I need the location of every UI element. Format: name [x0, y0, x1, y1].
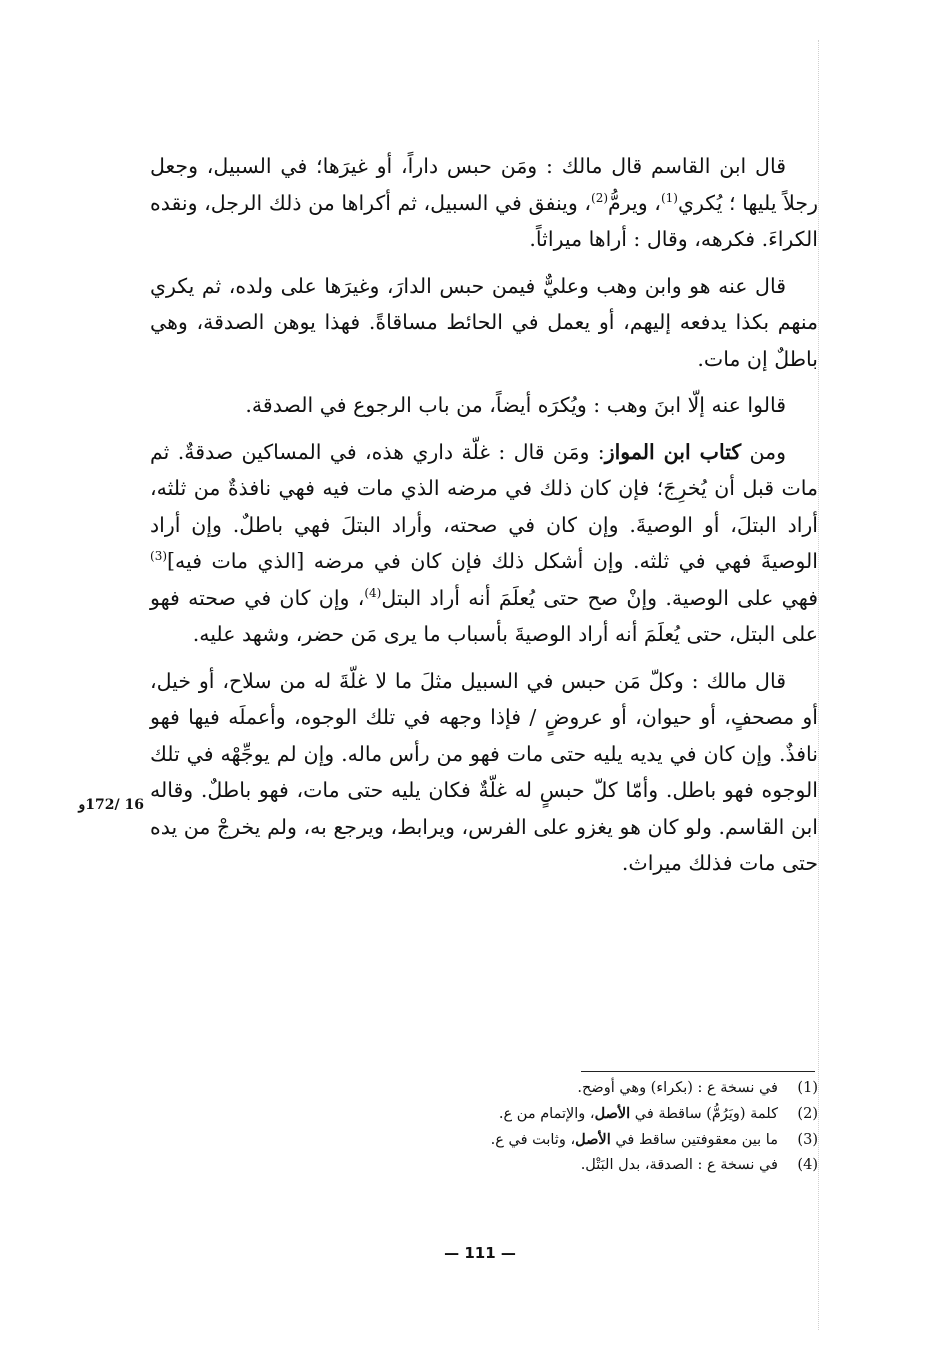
paragraph-4-text-3: ، وإن كان في صحته فهو على البتل، حتى يُعلَمَ أنه أراد الوصيةَ بأسباب ما يرى مَن حضر، وشهد عليه.	[150, 585, 818, 646]
paragraph-1	[150, 148, 818, 258]
paragraph-1-text-2: ، ويرمُّ	[608, 190, 661, 215]
footnote-number: (2)	[797, 1106, 818, 1122]
footnote-number: (3)	[797, 1132, 818, 1148]
footnote-text-b: ، والإتمام من ع.	[498, 1106, 595, 1122]
footnote-text-a: كلمة (ويَرُمُّ) ساقطة في	[630, 1106, 778, 1122]
paragraph-4-text-2: فهي على الوصية. وإنْ صح حتى يُعلَمَ أنه أراد البتل	[381, 585, 818, 610]
footnote-text: في نسخة ع : (بكراء) وهي أوضح.	[577, 1080, 778, 1096]
paragraph-1-text-3: ، وينفق في السبيل، ثم أكراها من ذلك الرجل، ونقده الكراءَ. فكرهه، وقال : أراها ميراثاً.	[150, 190, 818, 251]
paragraph-5-text: قال مالك : وكلّ مَن حبس في السبيل مثلَ ما لا غلّةَ له من سلاح، أو خيل، أو مصحفٍ، أو حيوان، أو عروضٍ / فإذا وجهه في تلك الوجوه، وأعملَه فيها فهو نافذٌ. وإن كان في يديه يليه حتى مات فهو من رأس ماله. وإن لم يوجِّهْه في تلك الوجوه فهو باطل. وأمّا كلّ حبسٍ له غلّةٌ فكان يليه حتى مات، فهو باطلٌ. وقاله ابن القاسم. ولو كان هو يغزو على الفرس، ويرابط، ويرجع به، ولم يخرجْ من يده حتى مات فذلك ميراث.	[150, 668, 818, 875]
footnote-ref-2[interactable]: (2)	[591, 190, 609, 205]
paragraph-2	[150, 268, 818, 378]
paragraph-4-text: : ومَن قال : غلّة داري هذه، في المساكين صدقةٌ. ثم مات قبل أن يُخرِجَ؛ فإن كان ذلك في مرضه الذي مات فيه فهي نافذةٌ من ثلثه، أراد البتلَ، أو الوصيةَ. وإن كان في صحته، وأراد البتلَ فهي باطلٌ. وإن أراد الوصيةَ فهي في ثلثه. وإن أشكل ذلك فإن كان في مرضه [الذي مات فيه]	[150, 439, 818, 573]
footnotes	[400, 1076, 818, 1178]
footnote-number: (4)	[797, 1157, 818, 1173]
footnote-ref-4[interactable]: (4)	[364, 585, 382, 600]
footnote-divider	[581, 1071, 815, 1072]
footnote-bold: الأصل	[575, 1131, 611, 1148]
footnote-1	[400, 1076, 818, 1101]
footnote-text: في نسخة ع : الصدقة، بدل البَتْل.	[580, 1157, 778, 1173]
footnote-number: (1)	[797, 1080, 818, 1096]
main-text	[150, 148, 818, 892]
paragraph-5	[150, 663, 818, 882]
footnote-4	[400, 1153, 818, 1178]
paragraph-4	[150, 434, 818, 653]
page-number: — 111 —	[444, 1244, 516, 1262]
paragraph-3-text: قالوا عنه إلّا ابنَ وهب : ويُكرَه أيضاً، من باب الرجوع في الصدقة.	[245, 393, 786, 417]
manuscript-folio-note: 16 /172و	[78, 797, 144, 813]
footnote-3	[400, 1127, 818, 1153]
footnote-text	[400, 1127, 778, 1153]
footnote-text-b: ، وثابت في ع.	[490, 1132, 576, 1148]
page-edge-shadow	[818, 40, 819, 1330]
footnote-text-a: ما بين معقوفتين ساقط في	[610, 1132, 778, 1148]
footnote-2	[400, 1101, 818, 1127]
paragraph-1-text: قال ابن القاسم قال مالك : ومَن حبس داراً، أو غيرَها؛ في السبيل، وجعل رجلاً يليها ؛ يُكري	[150, 154, 818, 215]
footnote-ref-3[interactable]: (3)	[150, 549, 168, 564]
paragraph-2-text: قال عنه هو وابن وهب وعليٌّ فيمن حبس الدارَ، وغيرَها على ولده، ثم يكري منهم بكذا يدفعه إليهم، أو يعمل في الحائط مساقاةً. فهذا يوهن الصدقة، وهي باطلٌ إن مات.	[150, 273, 818, 371]
footnote-text	[400, 1101, 778, 1127]
paragraph-3	[150, 387, 818, 424]
footnote-bold: الأصل	[594, 1105, 631, 1122]
footnote-ref-1[interactable]: (1)	[660, 190, 678, 205]
source-title: كتاب ابن المواز	[604, 439, 742, 464]
paragraph-4-lead: ومن	[741, 439, 786, 464]
